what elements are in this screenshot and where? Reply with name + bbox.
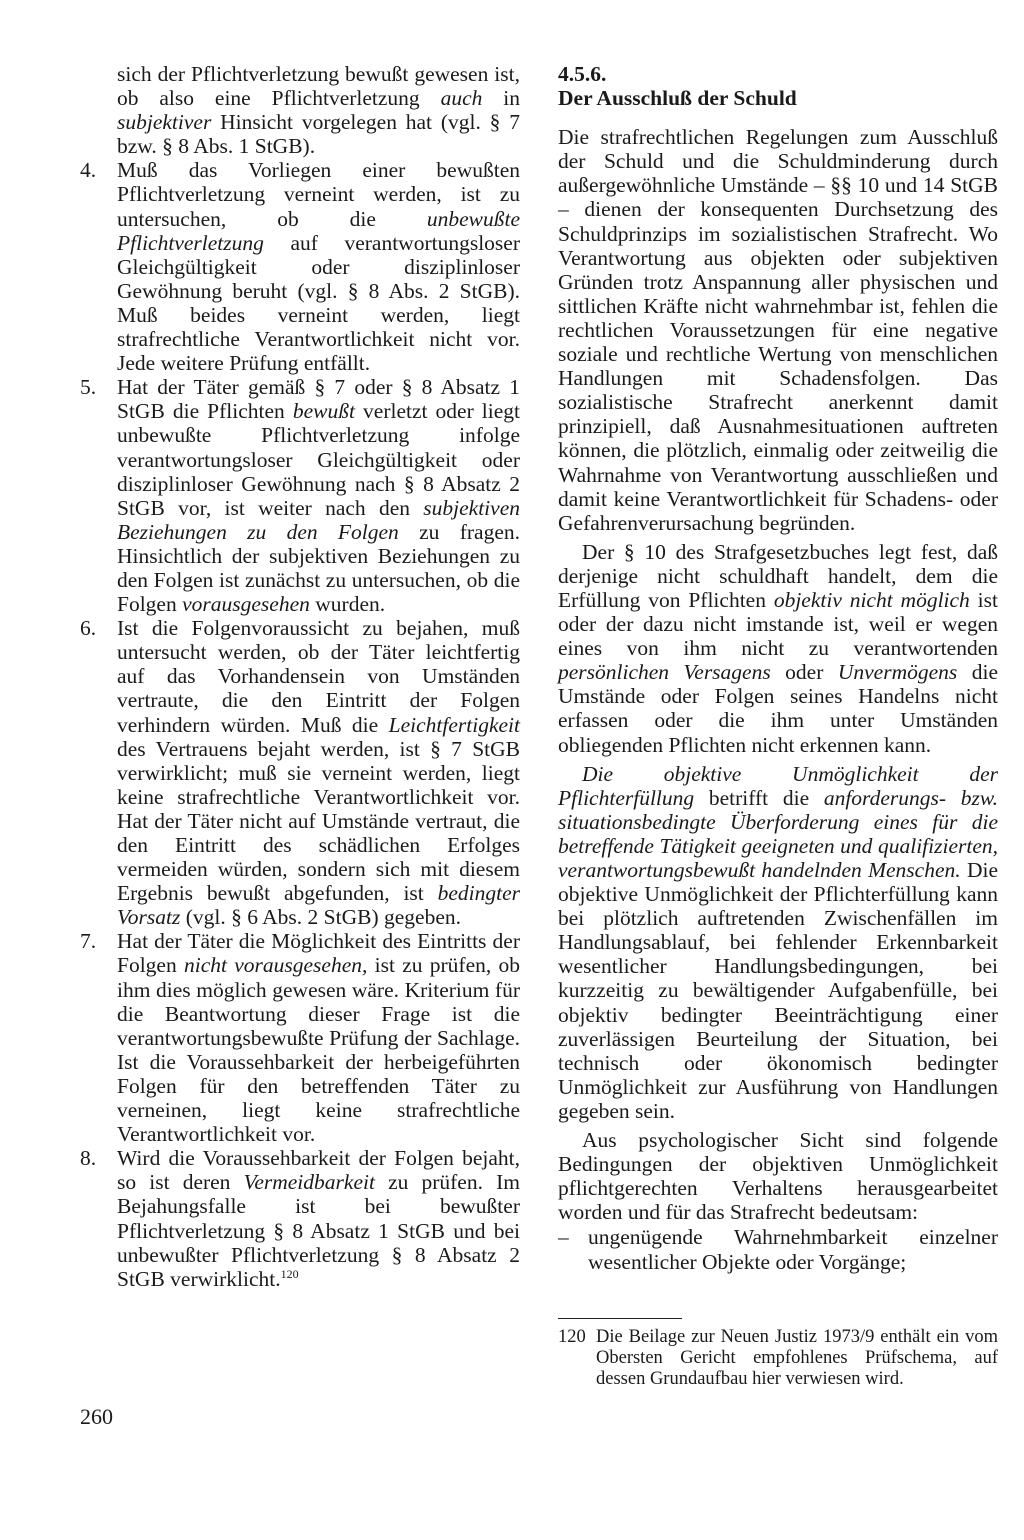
- list-item: [80, 616, 520, 929]
- dash-list-text: ungenügende Wahrnehmbarkeit einzelner wesentlicher Objekte oder Vorgänge;: [588, 1225, 998, 1274]
- list-item-text: Hat der Täter gemäß § 7 oder § 8 Absatz 1 StGB die Pflichten bewußt verletzt oder liegt unbewußte Pflichtverletzung infolge verantwortungsloser Gleichgültigkeit oder disziplinloser Gewöhnung nach § 8 Absatz 2 StGB vor, ist weiter nach den subjektiven Beziehungen zu den Folgen zu fragen. Hinsichtlich der subjektiven Beziehungen zu den Folgen ist zunächst zu untersuchen, ob die Folgen vorausgesehen wurden.: [117, 375, 521, 617]
- item-3-continuation: sich der Pflichtverletzung bewußt gewesen ist, ob also eine Pflichtverletzung auch in subjektiver Hinsicht vorgelegen hat (vgl. § 7 bzw. § 8 Abs. 1 StGB).: [117, 62, 520, 159]
- numbered-list: [80, 158, 520, 1290]
- paragraph: Die objektive Unmöglichkeit der Pflichterfüllung betrifft die anforderungs- bzw. situationsbedingte Überforderung eines für die betreffende Tätigkeit geeigneten und qualifizierten, verantwortungsbewußt handelnden Menschen. Die objektive Unmöglichkeit der Pflichterfüllung kann bei plötzlich auftretenden Zwischenfällen im Handlungsablauf, bei fehlender Erkennbarkeit wesentlicher Handlungsbedingungen, bei kurzzeitig zu bewältigender Aufgabenfülle, bei objektiv bedingter Beeinträchtigung einer zuverlässigen Beurteilung der Situation, bei technisch oder ökonomisch bedingter Unmöglichkeit zur Ausführung von Handlungen gegeben sein.: [558, 761, 998, 1123]
- list-item: [80, 375, 520, 616]
- list-item-number: 5.: [80, 375, 97, 400]
- list-item-text: Ist die Folgenvoraussicht zu bejahen, muß untersucht werden, ob der Täter leichtfertig auf das Vorhandensein von Umständen vertraute, die den Eintritt der Folgen verhindern würden. Muß die Leichtfertigkeit des Vertrauens bejaht werden, ist § 7 StGB verwirklicht; muß sie verneint werden, liegt keine strafrechtliche Verantwortlichkeit vor. Hat der Täter nicht auf Umstände vertraut, die den Eintritt des schädlichen Erfolges vermeiden würden, sondern sich mit diesem Ergebnis bewußt abgefunden, ist bedingter Vorsatz (vgl. § 6 Abs. 2 StGB) gegeben.: [117, 616, 520, 930]
- paragraph: Aus psychologischer Sicht sind folgende Bedingungen der objektiven Unmöglichkeit pflichtgerechten Verhaltens herausgearbeitet worden und für das Strafrecht bedeutsam:: [558, 1128, 998, 1225]
- list-item-number: 7.: [80, 929, 97, 954]
- list-item-text: Muß das Vorliegen einer bewußten Pflichtverletzung verneint werden, ist zu untersuchen, ob die unbewußte Pflichtverletzung auf verantwortungsloser Gleichgültigkeit oder disziplinloser Gewöhnung beruht (vgl. § 8 Abs. 2 StGB). Muß beides verneint werden, liegt strafrechtliche Verantwortlichkeit nicht vor. Jede weitere Prüfung entfällt.: [117, 158, 520, 376]
- paragraph: Der § 10 des Strafgesetzbuches legt fest, daß derjenige nicht schuldhaft handelt, dem die Erfüllung von Pflichten objektiv nicht möglich ist oder der dazu nicht imstande ist, weil er wegen eines von ihm nicht zu verantwortenden persönlichen Versagens oder Unvermögens die Umstände oder Folgen seines Handelns nicht erfassen oder die ihm unter Umständen obliegenden Pflichten nicht erkennen kann.: [558, 539, 998, 757]
- list-item: [80, 929, 520, 1146]
- list-item-text: Hat der Täter die Möglichkeit des Eintritts der Folgen nicht vorausgesehen, ist zu prüfen, ob ihm dies möglich gewesen wäre. Kriterium für die Beantwortung dieser Frage ist die verantwortungsbewußte Prüfung der Sachlage. Ist die Voraussehbarkeit der herbeigeführten Folgen für den betreffenden Täter zu verneinen, liegt keine strafrechtliche Verantwortlichkeit vor.: [117, 929, 521, 1147]
- list-item-number: 8.: [80, 1146, 97, 1171]
- list-item: [80, 1146, 520, 1291]
- paragraph: Die strafrechtlichen Regelungen zum Ausschluß der Schuld und die Schuldminderung durch außergewöhnliche Umstände – §§ 10 und 14 StGB – dienen der konsequenten Durchsetzung des Schuldprinzips im sozialistischen Strafrecht. Wo Verantwortung aus objekten oder subjektiven Gründen trotz Anspannung aller physischen und sittlichen Kräfte nicht wahrnehmbar ist, fehlen die rechtlichen Voraussetzungen für eine negative soziale und rechtliche Wertung von menschlichen Handlungen mit Schadensfolgen. Das sozialistische Strafrecht anerkennt damit prinzipiell, daß Ausnahmesituationen auftreten können, die plötzlich, einmalig oder zeitweilig die Wahrnahme von Verantwortung ausschließen und damit keine Verantwortlichkeit für Schadens- oder Gefahrenverursachung begründen.: [558, 125, 998, 535]
- footnote-number: 120: [558, 1327, 586, 1347]
- page-number: 260: [80, 1404, 113, 1429]
- section-title: Der Ausschluß der Schuld: [558, 86, 797, 111]
- footnote: [558, 1327, 998, 1390]
- footnote-rule: [558, 1318, 682, 1319]
- list-item-number: 4.: [80, 158, 97, 183]
- section-number: 4.5.6.: [558, 62, 607, 86]
- left-column: [80, 62, 520, 1291]
- list-item: [80, 158, 520, 375]
- right-column: [558, 62, 998, 1274]
- footnote-text: Die Beilage zur Neuen Justiz 1973/9 enthält ein vom Obersten Gericht empfohlenes Prüfschema, auf dessen Grundaufbau hier verwiesen wird.: [596, 1327, 998, 1389]
- dash-list: [558, 1225, 998, 1273]
- body-text: [558, 125, 998, 1224]
- list-item-number: 6.: [80, 616, 97, 641]
- list-item-text: Wird die Voraussehbarkeit der Folgen bejaht, so ist deren Vermeidbarkeit zu prüfen. Im Bejahungsfalle ist bei bewußter Pflichtverletzung § 8 Absatz 1 StGB und bei unbewußter Pflichtverletzung § 8 Absatz 2 StGB verwirklicht.$^{120}$: [117, 1146, 520, 1291]
- dash-marker: –: [558, 1225, 569, 1250]
- dash-list-item: [558, 1225, 998, 1273]
